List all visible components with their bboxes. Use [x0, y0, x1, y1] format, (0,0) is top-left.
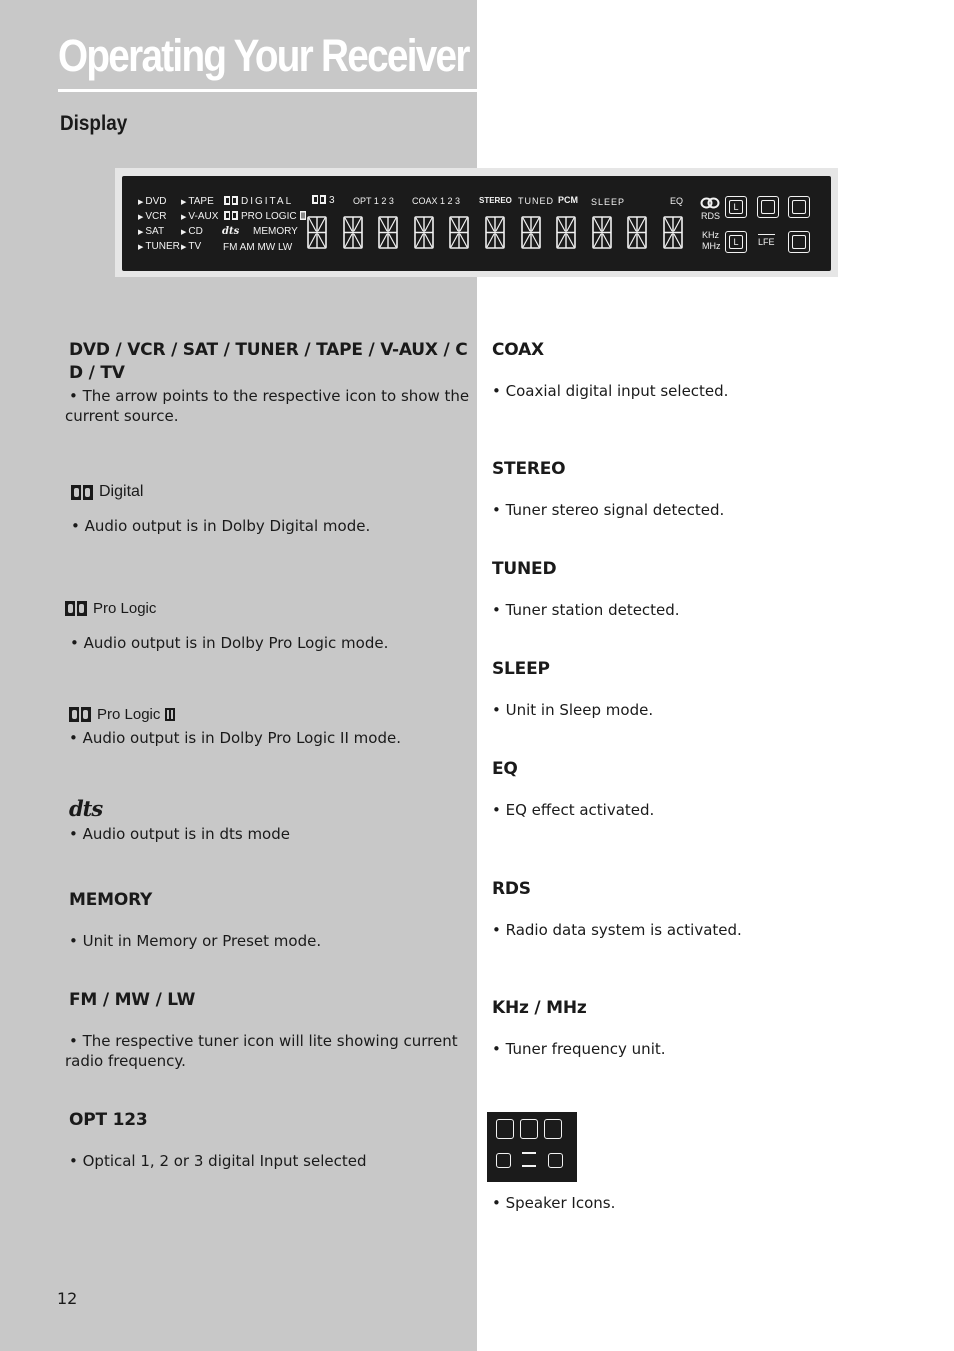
speaker-surround-left-icon: [496, 1153, 511, 1168]
stereo-section: [492, 458, 932, 520]
coax-indicator: COAX 1 2 3: [412, 196, 461, 206]
rds-description: • Radio data system is activated.: [492, 921, 742, 939]
band-section: [65, 989, 470, 1071]
eq-description: • EQ effect activated.: [492, 801, 655, 819]
dolby-digital-description: • Audio output is in Dolby Digital mode.: [71, 517, 371, 535]
section-subtitle: Display: [60, 112, 128, 135]
speaker-surround-left-icon: L: [725, 231, 747, 253]
tuned-section: [492, 558, 932, 620]
dolby-digital-section: [71, 483, 471, 536]
rds-logo-icon: [700, 196, 720, 210]
speaker-icons-illustration: [487, 1112, 577, 1182]
stereo-indicator: STEREO: [479, 196, 512, 205]
stereo-description: • Tuner stereo signal detected.: [492, 501, 725, 519]
pro-logic-two-icon: [165, 708, 175, 721]
memory-section: [69, 889, 469, 951]
opt-heading: OPT 123: [69, 1110, 148, 1130]
dts-section: [69, 796, 469, 844]
sources-section: [65, 339, 470, 426]
dolby-icon: [69, 707, 91, 722]
speaker-section: [492, 1193, 932, 1213]
sleep-description: • Unit in Sleep mode.: [492, 701, 654, 719]
eq-heading: EQ: [492, 759, 518, 779]
tuned-description: • Tuner station detected.: [492, 601, 680, 619]
sources-heading: DVD / VCR / SAT / TUNER / TAPE / V-AUX / C D / TV: [69, 340, 468, 383]
arrow-icon: ▶: [138, 244, 144, 251]
segment-digit-icon: [306, 216, 328, 253]
dolby-icon: [71, 485, 93, 500]
segment-digit-icon: [626, 216, 648, 253]
dolby-icon: [224, 211, 238, 220]
segment-digit-icon: [662, 216, 684, 253]
arrow-icon: ▶: [181, 214, 187, 221]
coax-heading: COAX: [492, 340, 544, 360]
pro-logic-2-section: [69, 706, 469, 748]
arrow-icon: ▶: [138, 229, 144, 236]
memory-heading: MEMORY: [69, 890, 153, 910]
subwoofer-top-line: [522, 1152, 536, 1154]
segment-digit-icon: [484, 216, 506, 253]
eq-section: [492, 758, 932, 820]
source-dvd: ▶ DVD: [138, 196, 167, 207]
tuned-heading: TUNED: [492, 559, 557, 579]
segment-digit-icon: [555, 216, 577, 253]
source-sat: ▶ SAT: [138, 226, 165, 237]
sources-description: • The arrow points to the respective icon to show the current source.: [65, 387, 470, 425]
arrow-icon: ▶: [181, 229, 187, 236]
memory-description: • Unit in Memory or Preset mode.: [69, 932, 322, 950]
arrow-icon: ▶: [181, 199, 187, 206]
rds-section: [492, 878, 932, 940]
eq-indicator: EQ: [670, 196, 684, 206]
dolby-digital-logo: Digital: [71, 483, 471, 501]
pro-logic-logo: Pro Logic: [65, 600, 465, 617]
source-tuner: ▶ TUNER: [138, 241, 180, 252]
title-underline: [58, 89, 477, 92]
band-heading: FM / MW / LW: [69, 990, 196, 1010]
segment-digit-icon: [413, 216, 435, 253]
mhz-indicator: MHz: [702, 241, 721, 251]
pro-logic-description: • Audio output is in Dolby Pro Logic mode.: [70, 634, 389, 652]
segment-digit-icon: [520, 216, 542, 253]
sleep-heading: SLEEP: [492, 659, 550, 679]
dolby-icon: [312, 195, 326, 204]
arrow-icon: ▶: [181, 244, 187, 251]
dts-description: • Audio output is in dts mode: [69, 825, 290, 843]
rds-heading: RDS: [492, 879, 531, 899]
speaker-center-icon: [757, 196, 779, 218]
dolby-3-indicator: 3: [312, 195, 335, 206]
stereo-heading: STEREO: [492, 459, 566, 479]
coax-description: • Coaxial digital input selected.: [492, 382, 729, 400]
dolby-icon: [224, 196, 238, 205]
pro-logic-section: [65, 600, 465, 653]
source-vcr: ▶ VCR: [138, 211, 167, 222]
pro-logic-two-icon: [300, 211, 306, 220]
digital-indicator: DIGITAL: [224, 196, 293, 207]
opt-description: • Optical 1, 2 or 3 digital Input selected: [69, 1152, 367, 1170]
khz-description: • Tuner frequency unit.: [492, 1040, 666, 1058]
tuned-indicator: TUNED: [518, 196, 554, 206]
source-cd: ▶ CD: [181, 226, 203, 237]
source-vaux: ▶ V-AUX: [181, 211, 219, 222]
khz-section: [492, 997, 932, 1059]
source-tape: ▶ TAPE: [181, 196, 214, 207]
rds-indicator: RDS: [701, 211, 721, 221]
speaker-front-right-icon: [544, 1119, 562, 1139]
speaker-center-icon: [520, 1119, 538, 1139]
speaker-front-left-icon: L: [725, 196, 747, 218]
dts-logo: dts: [69, 796, 103, 821]
speaker-surround-right-icon: [548, 1153, 563, 1168]
opt-indicator: OPT 1 2 3: [353, 196, 394, 206]
speaker-front-left-icon: [496, 1119, 514, 1139]
pro-logic-2-logo: Pro Logic: [69, 706, 469, 723]
segment-digit-icon: [448, 216, 470, 253]
dts-indicator: dts: [222, 226, 240, 237]
sleep-indicator: SLEEP: [591, 197, 626, 207]
pro-logic-2-description: • Audio output is in Dolby Pro Logic II mode.: [69, 729, 401, 747]
speaker-description: • Speaker Icons.: [492, 1194, 616, 1212]
khz-heading: KHz / MHz: [492, 998, 587, 1018]
pro-logic-indicator: PRO LOGIC: [224, 211, 306, 222]
opt-section: [69, 1109, 469, 1171]
band-indicator: FM AM MW LW: [223, 242, 293, 253]
source-tv: ▶ TV: [181, 241, 202, 252]
segment-digit-icon: [591, 216, 613, 253]
lfe-indicator: LFE: [758, 234, 775, 247]
khz-indicator: KHz: [702, 230, 720, 240]
sleep-section: [492, 658, 932, 720]
segment-digit-icon: [342, 216, 364, 253]
coax-section: [492, 339, 932, 401]
speaker-front-right-icon: [788, 196, 810, 218]
band-description: • The respective tuner icon will lite showing current radio frequency.: [65, 1032, 458, 1070]
page-title: Operating Your Receiver: [58, 30, 469, 81]
memory-indicator: MEMORY: [253, 226, 298, 237]
arrow-icon: ▶: [138, 199, 144, 206]
dolby-icon: [65, 601, 87, 616]
page-number: 12: [57, 1289, 78, 1308]
speaker-surround-right-icon: [788, 231, 810, 253]
display-panel: [122, 176, 831, 271]
pcm-indicator: PCM: [558, 195, 578, 205]
arrow-icon: ▶: [138, 214, 144, 221]
segment-digit-icon: [377, 216, 399, 253]
subwoofer-bottom-line: [522, 1165, 536, 1167]
